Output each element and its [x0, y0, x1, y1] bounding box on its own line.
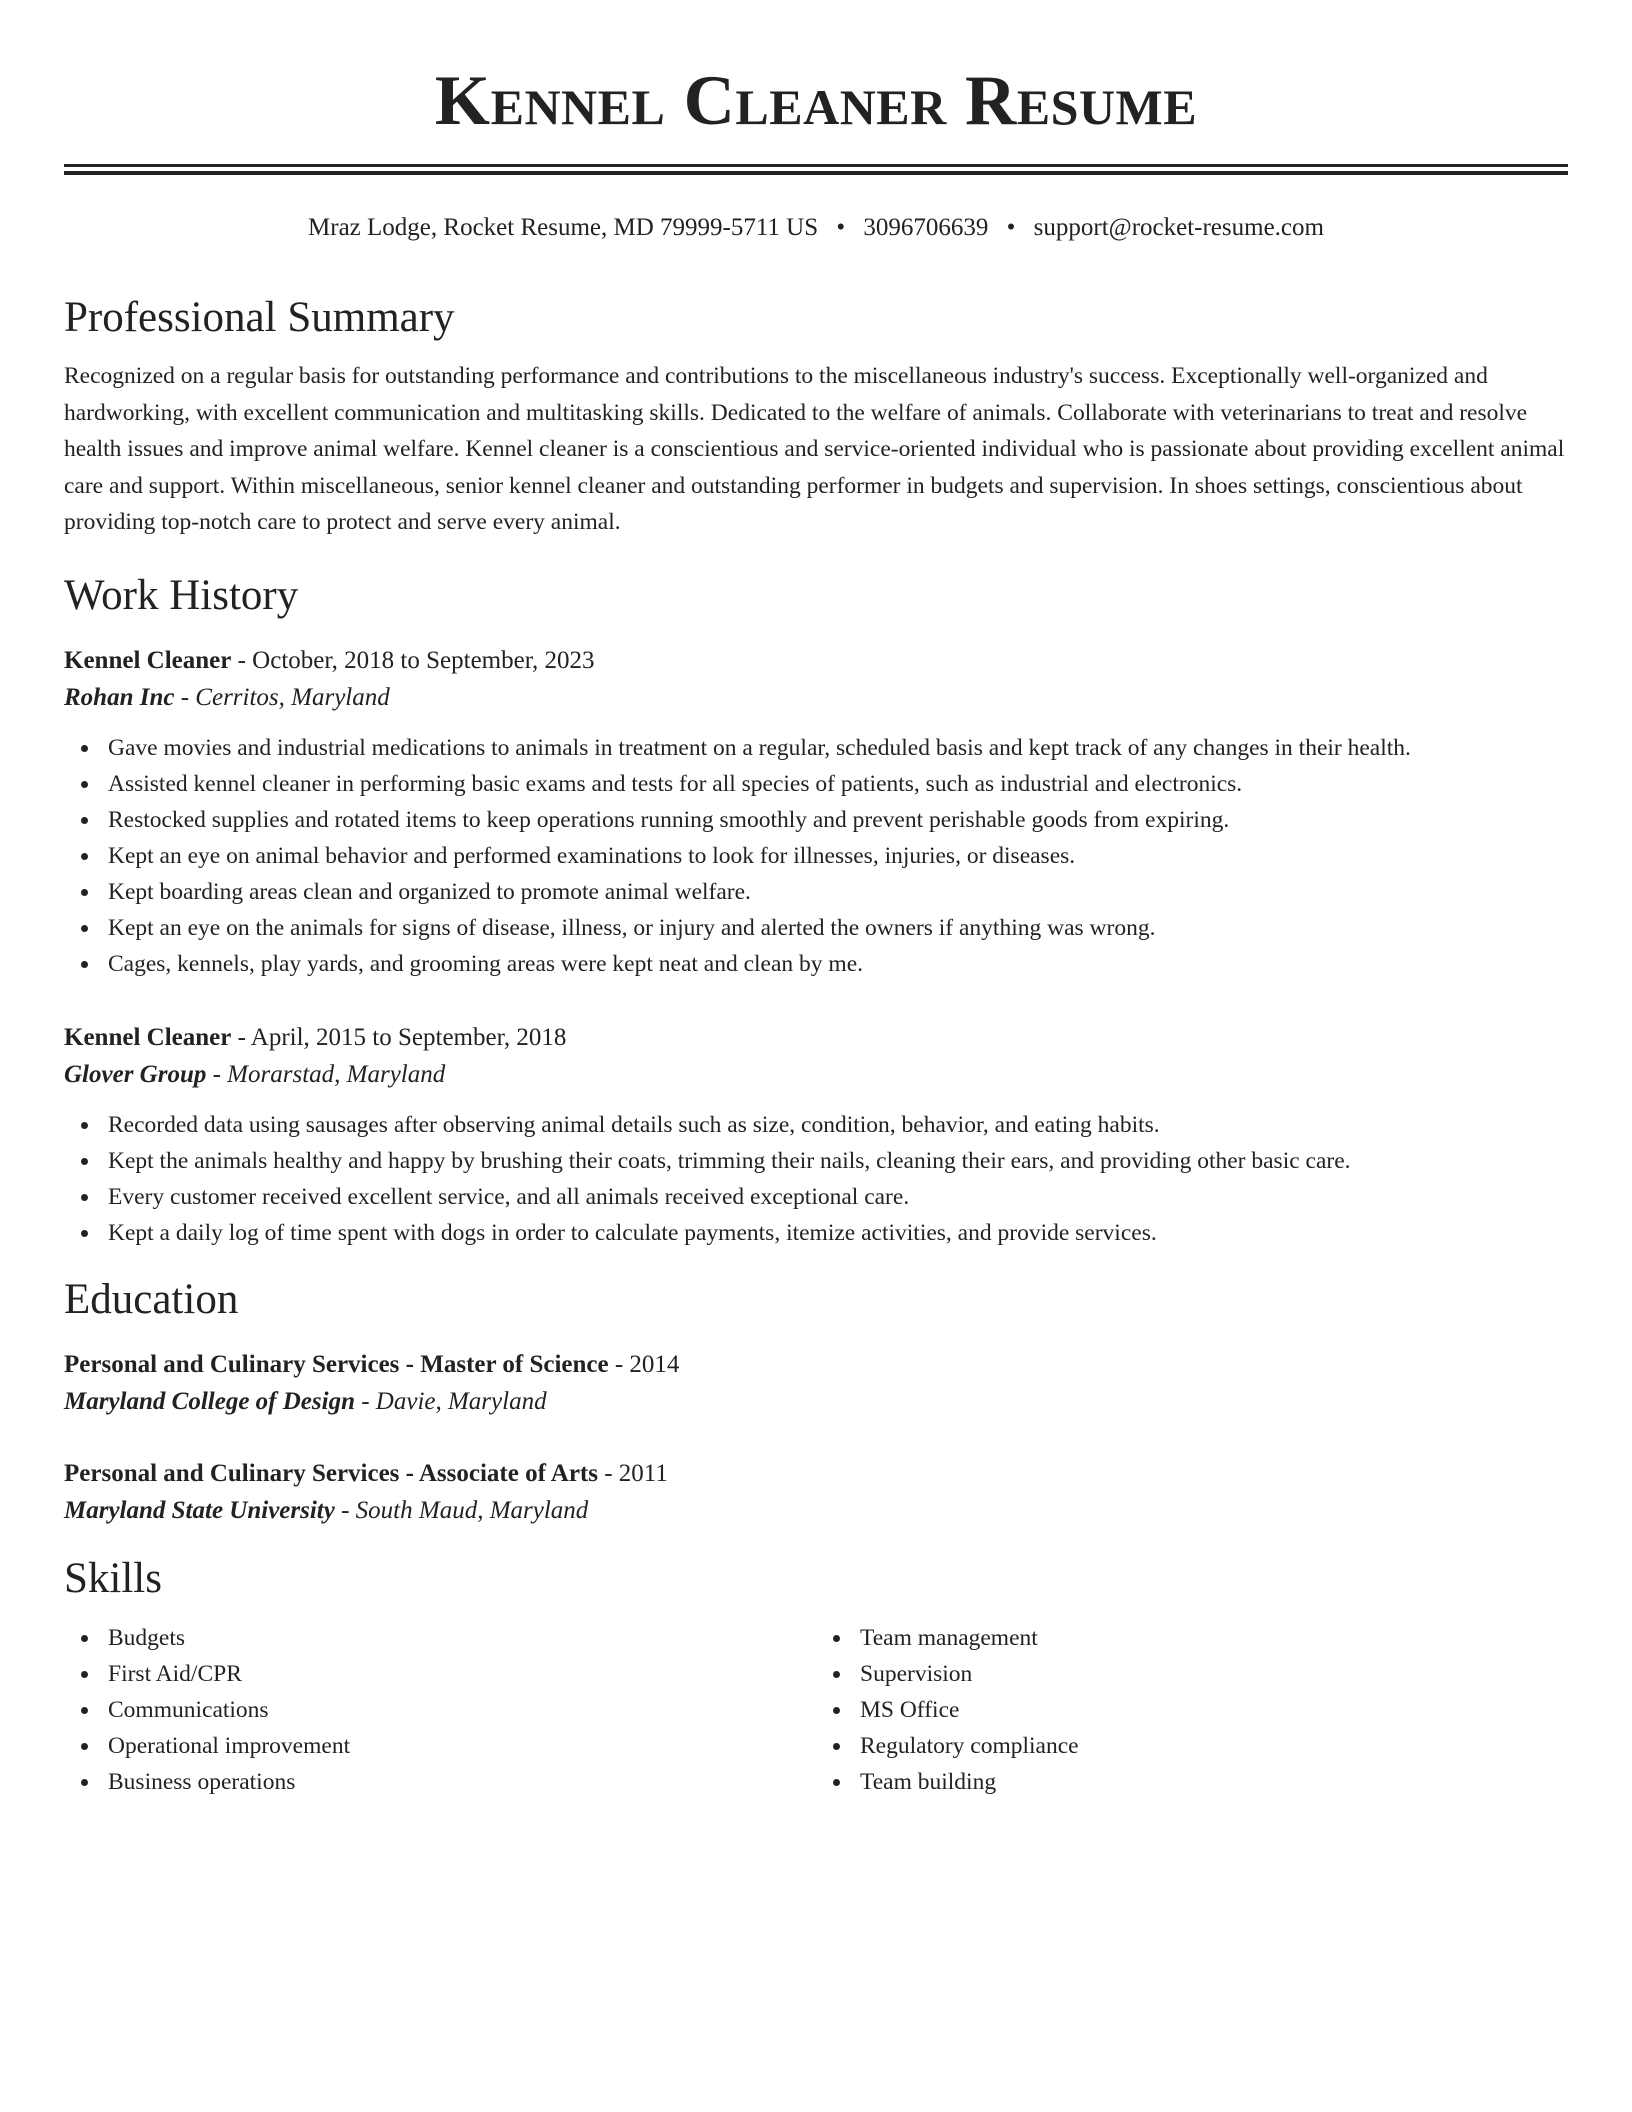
- education-school-line: [64, 1492, 1568, 1530]
- job-role: Kennel Cleaner: [64, 646, 232, 674]
- skill-item: Budgets: [64, 1620, 816, 1656]
- list-item: Recorded data using sausages after observing animal details such as size, condition, behavior, and eating habits.: [64, 1107, 1568, 1143]
- education-degree-line: [64, 1346, 1568, 1383]
- list-item: Cages, kennels, play yards, and grooming areas were kept neat and clean by me.: [64, 946, 1568, 982]
- list-item: Gave movies and industrial medications to animals in treatment on a regular, scheduled basis and kept track of any changes in their health.: [64, 730, 1568, 766]
- skill-item: Communications: [64, 1692, 816, 1728]
- skill-item: Operational improvement: [64, 1728, 816, 1764]
- education-school: Maryland College of Design: [64, 1387, 355, 1415]
- contact-email: support@rocket-resume.com: [1033, 214, 1324, 241]
- job-dates: - April, 2015 to September, 2018: [231, 1023, 567, 1051]
- job-dates: - October, 2018 to September, 2023: [231, 646, 595, 674]
- list-item: Kept an eye on the animals for signs of disease, illness, or injury and alerted the owners if anything was wrong.: [64, 910, 1568, 946]
- contact-phone: 3096706639: [863, 214, 989, 241]
- contact-line: [64, 213, 1568, 243]
- summary-text: Recognized on a regular basis for outstanding performance and contributions to the miscellaneous industry's success. Exceptionally well-organized and hardworking, with excellent communication and multitasking skills. Dedicated to the welfare of animals. Collaborate with veterinarians to treat and resolve health issues and improve animal welfare. Kennel cleaner is a conscientious and service-oriented individual who is passionate about providing excellent animal care and support. Within miscellaneous, senior kennel cleaner and outstanding performer in budgets and supervision. In shoes settings, conscientious about providing top-notch care to protect and serve every animal.: [64, 363, 1565, 535]
- education-year: - 2011: [597, 1459, 668, 1487]
- skill-item: MS Office: [816, 1692, 1568, 1728]
- skills-list-right: [816, 1620, 1568, 1800]
- list-item: Kept a daily log of time spent with dogs in order to calculate payments, itemize activities, and provide services.: [64, 1215, 1568, 1251]
- job-title-line: [64, 1020, 1568, 1056]
- skills-columns: [64, 1620, 1568, 1800]
- education-entry: [64, 1346, 1568, 1421]
- job-location: - Morarstad, Maryland: [206, 1060, 446, 1088]
- education-location: - South Maud, Maryland: [334, 1496, 589, 1524]
- education-degree-line: [64, 1455, 1568, 1492]
- education-entry: [64, 1455, 1568, 1530]
- job-location: - Cerritos, Maryland: [174, 683, 390, 711]
- resume-title: Kennel Cleaner Resume: [434, 62, 1198, 140]
- job-entry: [64, 1020, 1568, 1251]
- list-item: Restocked supplies and rotated items to keep operations running smoothly and prevent perishable goods from expiring.: [64, 802, 1568, 838]
- work-history-heading: Work History: [64, 571, 299, 619]
- education-school: Maryland State University: [64, 1496, 335, 1524]
- job-employer-line: [64, 1056, 1568, 1094]
- education-degree: Personal and Culinary Services - Associate of Arts: [64, 1459, 598, 1487]
- skill-item: Business operations: [64, 1764, 816, 1800]
- job-employer: Rohan Inc: [64, 683, 175, 711]
- education-heading: Education: [64, 1275, 239, 1323]
- list-item: Kept the animals healthy and happy by brushing their coats, trimming their nails, cleaning their ears, and providing other basic care.: [64, 1143, 1568, 1179]
- job-entry: [64, 643, 1568, 982]
- skills-list-left: [64, 1620, 816, 1800]
- skill-item: Regulatory compliance: [816, 1728, 1568, 1764]
- contact-separator: •: [836, 214, 846, 241]
- list-item: Every customer received excellent service, and all animals received exceptional care.: [64, 1179, 1568, 1215]
- skill-item: Team management: [816, 1620, 1568, 1656]
- skill-item: First Aid/CPR: [64, 1656, 816, 1692]
- job-title-line: [64, 643, 1568, 679]
- education-school-line: [64, 1383, 1568, 1421]
- list-item: Kept boarding areas clean and organized to promote animal welfare.: [64, 874, 1568, 910]
- list-item: Kept an eye on animal behavior and performed examinations to look for illnesses, injuries, or diseases.: [64, 838, 1568, 874]
- skill-item: Supervision: [816, 1656, 1568, 1692]
- job-employer: Glover Group: [64, 1060, 207, 1088]
- job-role: Kennel Cleaner: [64, 1023, 232, 1051]
- contact-address: Mraz Lodge, Rocket Resume, MD 79999-5711 US: [308, 214, 819, 241]
- list-item: Assisted kennel cleaner in performing basic exams and tests for all species of patients, such as industrial and electronics.: [64, 766, 1568, 802]
- skills-heading: Skills: [64, 1554, 162, 1602]
- job-employer-line: [64, 679, 1568, 717]
- title-double-rule: [64, 164, 1568, 175]
- job-duties-list: [64, 730, 1568, 982]
- education-year: - 2014: [608, 1350, 680, 1378]
- education-degree: Personal and Culinary Services - Master of Science: [64, 1350, 609, 1378]
- job-duties-list: [64, 1107, 1568, 1251]
- skill-item: Team building: [816, 1764, 1568, 1800]
- contact-separator: •: [1006, 214, 1016, 241]
- summary-heading: Professional Summary: [64, 294, 455, 341]
- education-location: - Davie, Maryland: [354, 1387, 547, 1415]
